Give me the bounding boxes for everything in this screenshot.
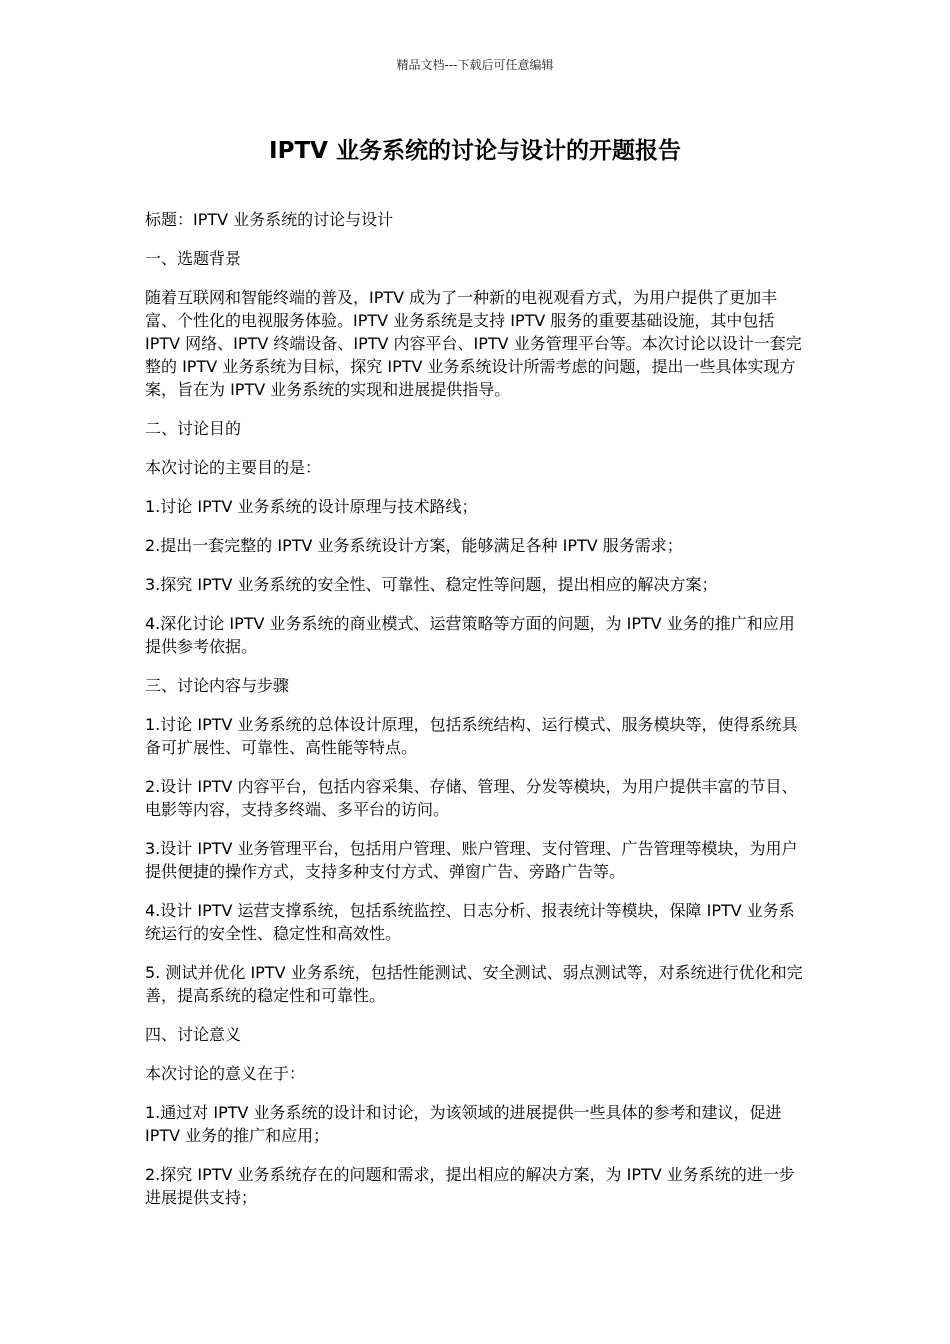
purpose-item-4: 4.深化讨论 IPTV 业务系统的商业模式、运营策略等方面的问题，为 IPTV 业务的推广和应用提供参考依据。	[145, 614, 795, 656]
subject-line: 标题：IPTV 业务系统的讨论与设计	[145, 210, 394, 229]
content-item-4: 4.设计 IPTV 运营支撑系统，包括系统监控、日志分析、报表统计等模块，保障 IPTV 业务系统运行的安全性、稳定性和高效性。	[145, 901, 795, 943]
section-heading-content-steps: 三、讨论内容与步骤	[145, 676, 290, 695]
content-item-2: 2.设计 IPTV 内容平台，包括内容采集、存储、管理、分发等模块，为用户提供丰富的节目、电影等内容，支持多终端、多平台的访问。	[145, 777, 798, 819]
content-item-1: 1.讨论 IPTV 业务系统的总体设计原理，包括系统结构、运行模式、服务模块等，使得系统具备可扩展性、可靠性、高性能等特点。	[145, 715, 798, 757]
page-header: 精品文档---下载后可任意编辑	[396, 58, 554, 72]
content-item-5: 5. 测试并优化 IPTV 业务系统，包括性能测试、安全测试、弱点测试等，对系统进行优化和完善，提高系统的稳定性和可靠性。	[145, 963, 803, 1005]
significance-intro: 本次讨论的意义在于：	[145, 1064, 306, 1083]
purpose-item-2: 2.提出一套完整的 IPTV 业务系统设计方案，能够满足各种 IPTV 服务需求；	[145, 536, 683, 555]
section-heading-significance: 四、讨论意义	[145, 1025, 242, 1044]
purpose-intro: 本次讨论的主要目的是：	[145, 458, 322, 477]
section-heading-purpose: 二、讨论目的	[145, 419, 242, 438]
purpose-item-3: 3.探究 IPTV 业务系统的安全性、可靠性、稳定性等问题，提出相应的解决方案；	[145, 575, 718, 594]
document-title: IPTV 业务系统的讨论与设计的开题报告	[269, 138, 681, 164]
section-heading-background: 一、选题背景	[145, 249, 242, 268]
significance-item-2: 2.探究 IPTV 业务系统存在的问题和需求，提出相应的解决方案，为 IPTV 业务系统的进一步进展提供支持；	[145, 1165, 795, 1207]
content-item-3: 3.设计 IPTV 业务管理平台，包括用户管理、账户管理、支付管理、广告管理等模块，为用户提供便捷的操作方式，支持多种支付方式、弹窗广告、旁路广告等。	[145, 839, 798, 881]
document-body	[145, 208, 805, 1225]
background-paragraph: 随着互联网和智能终端的普及，IPTV 成为了一种新的电视观看方式，为用户提供了更加丰富、个性化的电视服务体验。IPTV 业务系统是支持 IPTV 服务的重要基础设施，其中包括 IPTV 网络、IPTV 终端设备、IPTV 内容平台、IPTV 业务管理平台等。本次讨论以设计一套完整的 IPTV 业务系统为目标，探究 IPTV 业务系统设计所需考虑的问题，提出一些具体实现方案，旨在为 IPTV 业务系统的实现和进展提供指导。	[145, 288, 802, 399]
purpose-item-1: 1.讨论 IPTV 业务系统的设计原理与技术路线；	[145, 497, 478, 516]
significance-item-1: 1.通过对 IPTV 业务系统的设计和讨论，为该领域的进展提供一些具体的参考和建议，促进 IPTV 业务的推广和应用；	[145, 1103, 782, 1145]
